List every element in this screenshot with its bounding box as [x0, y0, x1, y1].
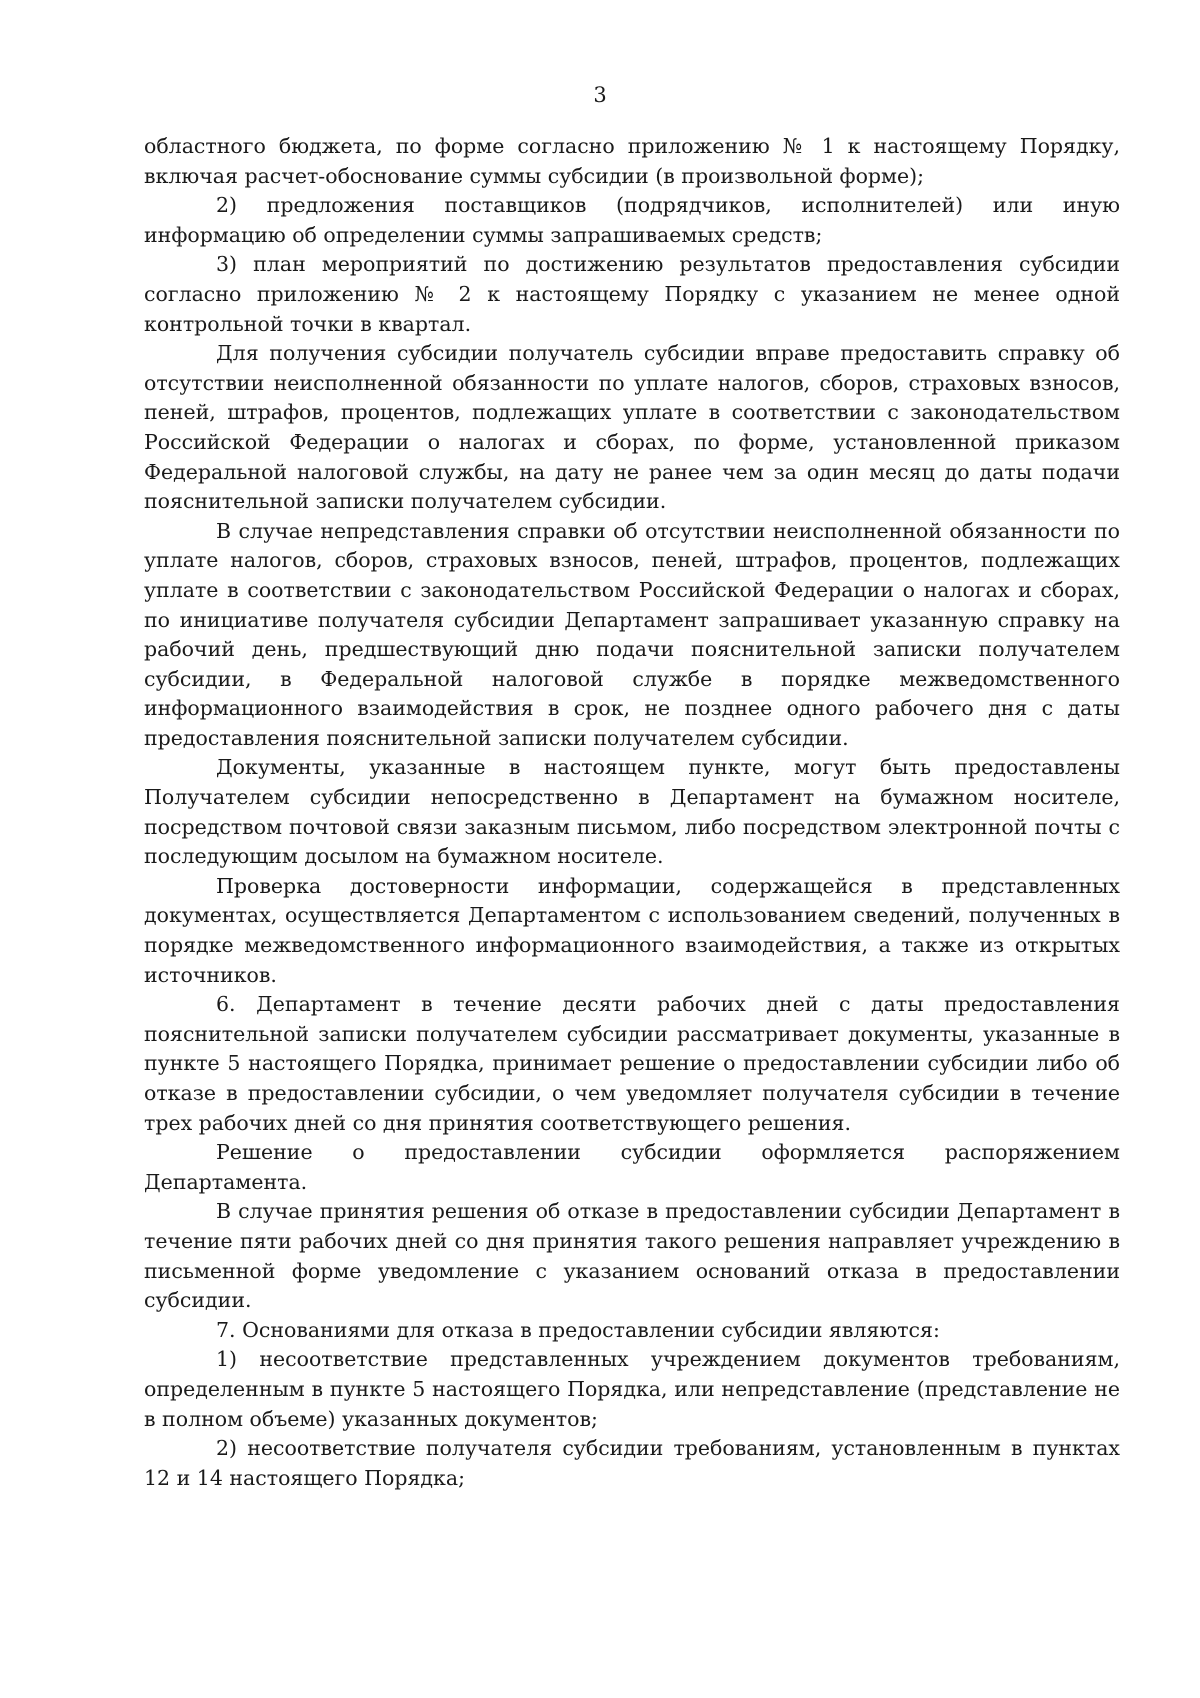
- paragraph: Документы, указанные в настоящем пункте, могут быть предоставлены Получателем субсидии непосредственно в Департамент на бумажном носителе, посредством почтовой связи заказным письмом, либо посредством электронной почты с последующим досылом на бумажном носителе.: [144, 755, 1120, 869]
- paragraph: Проверка достоверности информации, содержащейся в представленных документах, осуществляется Департаментом с использованием сведений, полученных в порядке межведомственного информационного взаимодействия, а также из открытых источников.: [144, 873, 1120, 987]
- page-number: 3: [593, 83, 607, 107]
- paragraph: Решение о предоставлении субсидии оформляется распоряжением Департамента.: [144, 1140, 1120, 1194]
- paragraph: Для получения субсидии получатель субсидии вправе предоставить справку об отсутствии неисполненной обязанности по уплате налогов, сборов, страховых взносов, пеней, штрафов, процентов, подлежащих уплате в соответствии с законодательством Российской Федерации о налогах и сборах, по форме, установленной приказом Федеральной налоговой службы, на дату не ранее чем за один месяц до даты подачи пояснительной записки получателем субсидии.: [144, 341, 1120, 514]
- paragraph: 2) предложения поставщиков (подрядчиков, исполнителей) или иную информацию об определении суммы запрашиваемых средств;: [144, 193, 1120, 247]
- paragraph: 1) несоответствие представленных учреждением документов требованиям, определенным в пункте 5 настоящего Порядка, или непредставление (представление не в полном объеме) указанных документов;: [144, 1347, 1120, 1431]
- paragraph: 2) несоответствие получателя субсидии требованиям, установленным в пунктах 12 и 14 настоящего Порядка;: [144, 1436, 1120, 1490]
- paragraph: В случае непредставления справки об отсутствии неисполненной обязанности по уплате налогов, сборов, страховых взносов, пеней, штрафов, процентов, подлежащих уплате в соответствии с законодательством Российской Федерации о налогах и сборах, по инициативе получателя субсидии Департамент запрашивает указанную справку на рабочий день, предшествующий дню подачи пояснительной записки получателем субсидии, в Федеральной налоговой службе в порядке межведомственного информационного взаимодействия в срок, не позднее одного рабочего дня с даты предоставления пояснительной записки получателем субсидии.: [144, 518, 1120, 750]
- paragraph: 3) план мероприятий по достижению результатов предоставления субсидии согласно приложению № 2 к настоящему Порядку с указанием не менее одной контрольной точки в квартал.: [144, 252, 1120, 336]
- paragraph: В случае принятия решения об отказе в предоставлении субсидии Департамент в течение пяти рабочих дней со дня принятия такого решения направляет учреждению в письменной форме уведомление с указанием оснований отказа в предоставлении субсидии.: [144, 1199, 1120, 1313]
- paragraph: 7. Основаниями для отказа в предоставлении субсидии являются:: [216, 1317, 940, 1342]
- document-body: [144, 132, 1120, 1493]
- paragraph: 6. Департамент в течение десяти рабочих дней с даты предоставления пояснительной записки получателем субсидии рассматривает документы, указанные в пункте 5 настоящего Порядка, принимает решение о предоставлении субсидии либо об отказе в предоставлении субсидии, о чем уведомляет получателя субсидии в течение трех рабочих дней со дня принятия соответствующего решения.: [144, 992, 1120, 1135]
- paragraph: областного бюджета, по форме согласно приложению № 1 к настоящему Порядку, включая расчет-обоснование суммы субсидии (в произвольной форме);: [144, 134, 1120, 188]
